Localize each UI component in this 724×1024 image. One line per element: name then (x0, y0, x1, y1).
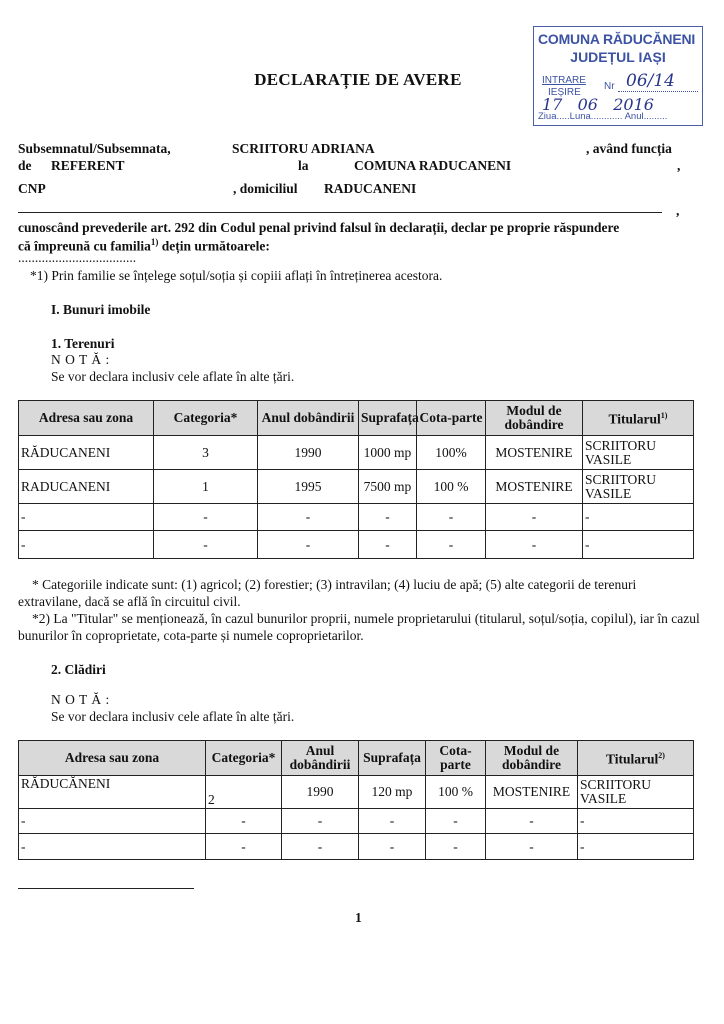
declarant-function: REFERENT (51, 158, 125, 173)
table-cell: - (19, 809, 206, 834)
table-cell: 100% (417, 436, 486, 470)
col-modul-2: Modul de dobândire (486, 741, 578, 776)
table-row (19, 470, 694, 504)
table-cell: - (206, 834, 282, 860)
declaration-line1: cunoscând prevederile art. 292 din Codul penal privind falsul în declarații, declar pe proprie răspundere (18, 220, 620, 235)
nota-text-2: Se vor declara inclusiv cele aflate în alte țări. (51, 709, 295, 724)
footnote-rule (18, 888, 194, 889)
table-cell: 1990 (282, 776, 359, 809)
table-row (19, 436, 694, 470)
nota-label-1: N O T Ă : (51, 352, 110, 367)
buildings-table (18, 740, 694, 860)
label-cnp: CNP (18, 181, 46, 196)
col-suprafata: Suprafața (359, 401, 417, 436)
col-cota-2: Cota-parte (426, 741, 486, 776)
table-cell: - (578, 809, 694, 834)
table-cell: - (486, 809, 578, 834)
table-cell: - (282, 834, 359, 860)
declarant-domicile: RADUCANENI (324, 181, 417, 196)
declaration-dots: ................................... (18, 250, 137, 265)
col-titular-2: Titularul$^{2)}$ (578, 741, 694, 776)
stamp-line2: JUDEȚUL IAȘI (570, 49, 666, 65)
label-avand-functia: , având funcția (586, 141, 672, 156)
declarant-institution: COMUNA RADUCANENI (354, 158, 512, 173)
section-heading-immovable: I. Bunuri imobile (51, 302, 151, 317)
col-suprafata-2: Suprafața (359, 741, 426, 776)
table-cell: RĂDUCANENI (19, 436, 154, 470)
table-cell: - (417, 531, 486, 559)
stamp-intrare: INTRARE (542, 75, 586, 86)
table-cell: RĂDUCĂNENI (19, 776, 206, 809)
table-cell: MOSTENIRE (486, 436, 583, 470)
note-categories: * Categoriile indicate sunt: (1) agricol; (2) forestier; (3) intravilan; (4) luciu de apă; (5) alte categorii de terenuri extravilane, dacă se află în circuitul civil. (18, 577, 637, 609)
col-categoria-2: Categoria* (206, 741, 282, 776)
subsection-land: 1. Terenuri (51, 336, 115, 351)
table-cell: 7500 mp (359, 470, 417, 504)
page-number: 1 (355, 910, 362, 925)
col-titular: Titularul$^{1)}$ (583, 401, 694, 436)
stamp-nr-label: Nr (604, 81, 615, 92)
label-de: de (18, 158, 32, 173)
table-cell: 100 % (426, 776, 486, 809)
table-cell: - (578, 834, 694, 860)
declarant-name: SCRIITORU ADRIANA (232, 141, 375, 156)
note-titular: *2) La "Titular" se menționează, în cazul bunurilor proprii, numele proprietarului (titularul, soțul/soția, copilul), iar în cazul bunurilor în coproprietate, cota-parte și numele coproprietarilor. (18, 611, 700, 643)
table-cell: SCRIITORU VASILE (583, 470, 694, 504)
label-la: la (298, 158, 309, 173)
table-cell: 1000 mp (359, 436, 417, 470)
table-cell: - (206, 809, 282, 834)
sup-1: 1) (150, 237, 159, 247)
table-cell: - (486, 834, 578, 860)
col-modul: Modul de dobândire (486, 401, 583, 436)
table-cell: - (154, 531, 258, 559)
stamp-nr-value: 06/14 (626, 71, 675, 91)
comma-1: , (677, 158, 681, 173)
label-domiciliul: , domiciliul (233, 181, 298, 196)
table-cell: - (417, 504, 486, 531)
col-cota: Cota-parte (417, 401, 486, 436)
stamp-iesire: IEȘIRE (548, 87, 581, 98)
land-table (18, 400, 694, 559)
table-cell: MOSTENIRE (486, 776, 578, 809)
nota-label-2: N O T Ă : (51, 692, 110, 707)
table-cell: 1995 (258, 470, 359, 504)
col-adresa: Adresa sau zona (19, 401, 154, 436)
table-row (19, 504, 694, 531)
table-row (19, 834, 694, 860)
table-cell: - (359, 834, 426, 860)
table-row (19, 531, 694, 559)
nota-text-1: Se vor declara inclusiv cele aflate în alte țări. (51, 369, 295, 384)
comma-2: , (676, 203, 680, 218)
table-cell: - (359, 809, 426, 834)
table-cell: RADUCANENI (19, 470, 154, 504)
table-cell: - (19, 834, 206, 860)
col-anul-2: Anul dobândirii (282, 741, 359, 776)
table-cell: - (486, 504, 583, 531)
table-cell: 2 (206, 776, 282, 809)
stamp-line1: COMUNA RĂDUCĂNENI (538, 31, 696, 47)
table-cell: - (154, 504, 258, 531)
stamp-date-labels: Ziua.....Luna............ Anul......... (538, 111, 668, 122)
table-cell: - (583, 531, 694, 559)
table-cell: 120 mp (359, 776, 426, 809)
declaration-line2: că împreună cu familia$^{1)}$ dețin următoarele: (18, 237, 270, 254)
table-cell: - (19, 504, 154, 531)
table-cell: - (258, 531, 359, 559)
table-row (19, 809, 694, 834)
table-cell: - (359, 504, 417, 531)
footnote-family: *1) Prin familie se înțelege soțul/soția și copiii aflați în întreținerea acestora. (30, 268, 443, 283)
stamp-date-value: 17 06 2016 (542, 95, 654, 114)
table-cell: - (282, 809, 359, 834)
page-title: DECLARAȚIE DE AVERE (254, 70, 462, 89)
table-cell: - (426, 834, 486, 860)
table-cell: SCRIITORU VASILE (583, 436, 694, 470)
table-cell: - (359, 531, 417, 559)
col-categoria: Categoria* (154, 401, 258, 436)
table-row (19, 776, 694, 809)
label-subsemnatul: Subsemnatul/Subsemnata, (18, 141, 171, 156)
col-adresa-2: Adresa sau zona (19, 741, 206, 776)
table-cell: MOSTENIRE (486, 470, 583, 504)
stamp-nr-dots (618, 91, 698, 92)
table-cell: - (426, 809, 486, 834)
table-cell: - (486, 531, 583, 559)
subsection-buildings: 2. Clădiri (51, 662, 106, 677)
table-cell: 100 % (417, 470, 486, 504)
header-rule (18, 212, 662, 213)
table-cell: 3 (154, 436, 258, 470)
table-cell: - (258, 504, 359, 531)
table-cell: 1990 (258, 436, 359, 470)
table-cell: - (19, 531, 154, 559)
table-cell: 1 (154, 470, 258, 504)
table-cell: - (583, 504, 694, 531)
col-anul: Anul dobândirii (258, 401, 359, 436)
table-cell: SCRIITORU VASILE (578, 776, 694, 809)
